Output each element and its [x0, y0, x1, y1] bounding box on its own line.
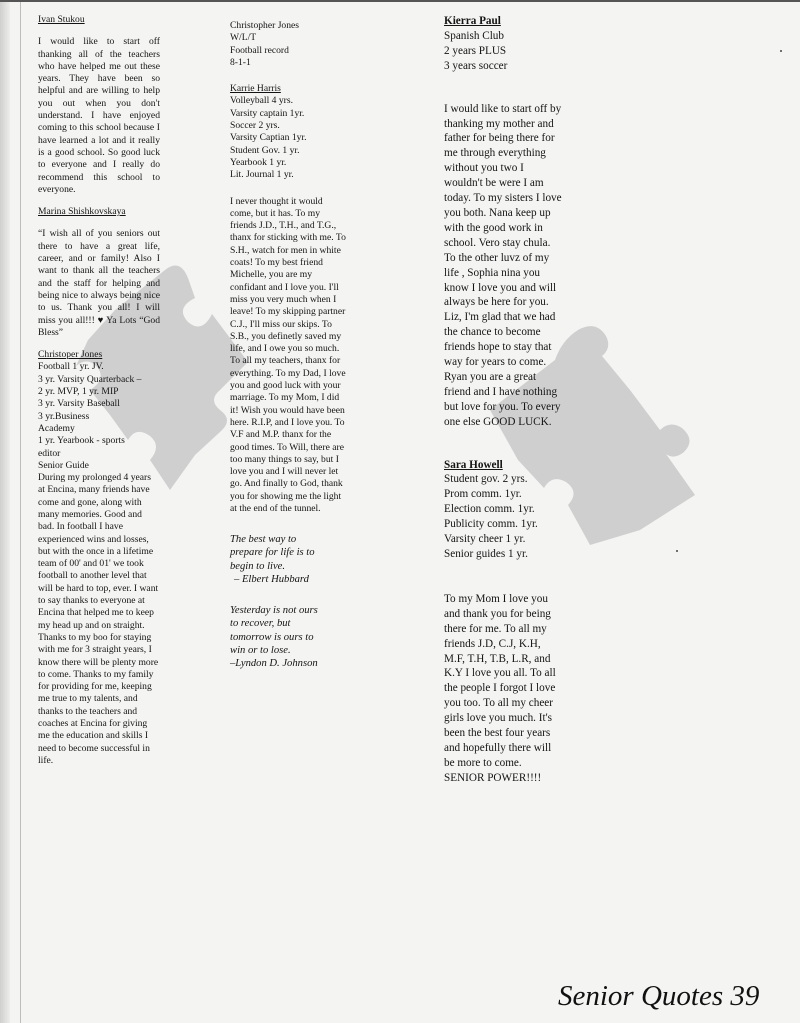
ivan-name: Ivan Stukou: [38, 14, 85, 25]
activity-line: Volleyball 4 yrs.: [230, 95, 293, 107]
activity-line: Yearbook 1 yr.: [230, 156, 287, 168]
activity-line: 2 yr. MVP, 1 yr. MIP: [38, 386, 119, 398]
quote-line: begin to live.: [230, 560, 286, 572]
marina-quote: “I wish all of you seniors out there to have a great life, career, and or family! Also I want to thank all the teachers and the staff for helping and being nice to always being nice to us. Thank you all! I will miss you all!!! ♥ Ya Lots “God Bless”: [38, 228, 160, 338]
quote-line: tomorrow is ours to: [230, 631, 314, 643]
activity-line: Senior Guide: [38, 459, 89, 471]
page-footer-title: Senior Quotes 39: [558, 980, 760, 1012]
quote-line: Yesterday is not ours: [230, 605, 318, 617]
activity-line: Academy: [38, 422, 75, 434]
activity-line: 3 years soccer: [444, 59, 508, 72]
activity-line: Student gov. 2 yrs.: [444, 473, 528, 486]
speck-mark: [780, 50, 782, 52]
marina-name: Marina Shishkovskaya: [38, 206, 126, 218]
sara-name: Sara Howell: [444, 458, 503, 471]
famous-quote-2: [230, 604, 348, 670]
header-line: Football record: [230, 44, 289, 56]
quote-author: – Elbert Hubbard: [234, 573, 309, 585]
christoper-quote: During my prolonged 4 years at Encina, many friends have come and gone, along with many memories. Good and bad. In football I have experienced wins and losses, but with the once in a lifetime team of 00' and 01' we took football to another level that will be hard to top, ever. I want to say thanks to everyone at Encina that helped me to keep my head up and on straight. Thanks to my boo for staying with me for 3 straight years, I know there will be plenty more to come. Thanks to my family for providing for me, keeping me true to my talents, and thanks to the teachers and coaches at Encina for giving me the education and skills I need to become successful in life.: [38, 472, 159, 766]
activity-line: Varsity captain 1yr.: [230, 107, 305, 119]
header-line: 8-1-1: [230, 56, 251, 68]
activity-line: Publicity comm. 1yr.: [444, 518, 538, 531]
quote-line: The best way to: [230, 534, 297, 546]
activity-line: Prom comm. 1yr.: [444, 488, 522, 501]
quote-author: –Lyndon D. Johnson: [230, 657, 318, 669]
header-line: Christopher Jones: [230, 20, 300, 31]
kierra-quote: I would like to start off by thanking my mother and father for being there for me through everything without you two I wouldn't be were I am today. To my sisters I love you both. Nana keep up with the good work in school. Vero stay chula. To the other luvz of my life , Sophia nina you know I love you and will always be here for you. Liz, I'm glad that we had the chance to become friends hope to stay that way for years to come. Ryan you are a great friend and I have nothing but love for you. To every one else GOOD LUCK.: [444, 102, 562, 428]
karrie-name: Karrie Harris: [230, 83, 281, 95]
quote-line: win or to lose.: [230, 644, 291, 656]
activity-line: Soccer 2 yrs.: [230, 120, 280, 132]
ivan-quote: I would like to start off thanking all of the teachers who have helped me out these years. They have been so helpful and are willing to help you out when you don't understand. I have enjoyed coming to this school because I have learned a lot and it really is a good school. So good luck to everyone and I really do recommend this school to everyone.: [38, 36, 160, 195]
sara-quote: To my Mom I love you and thank you for being there for me. To all my friends J.D, C.J, K.H, M.F, T.H, T.B, L.R, and K.Y I love you all. To all the people I forgot I love you too. To all my cheer girls love you much. It's been the best four years and hopefully there will be more to come. SENIOR POWER!!!!: [444, 592, 556, 784]
binding-shadow: [0, 0, 10, 1023]
left-column: [38, 14, 160, 767]
activity-line: Student Gov. 1 yr.: [230, 144, 300, 156]
karrie-quote: I never thought it would come, but it has. To my friends J.D., T.H., and T.G., thanx for sticking with me. To S.H., watch for men in white coats! To my best friend Michelle, you are my confidant and I love you. I'll miss you very much when I leave! To my skipping partner C.J., I'll miss our skips. To S.B., you definetly saved my life, and I owe you so much. To all my teachers, thanx for everything. To my Dad, I love you and good luck with your marriage. To my Mom, I did it! Wish you would have been here. R.I.P, and I love you. To V.F and M.P. thanx for the good times. To Will, there are too many things to say, but I love you and I will never let go. And finally to God, thank you for showing me the light at the end of the tunnel.: [230, 195, 346, 514]
margin-line: [20, 0, 21, 1023]
activity-line: editor: [38, 447, 61, 459]
activity-line: Football 1 yr. JV.: [38, 361, 104, 373]
header-line: W/L/T: [230, 32, 257, 44]
activity-line: Varsity Captian 1yr.: [230, 132, 307, 144]
activity-line: Varsity cheer 1 yr.: [444, 533, 526, 546]
quote-line: prepare for life is to: [230, 547, 315, 559]
activity-line: 3 yr. Varsity Baseball: [38, 398, 120, 410]
activity-line: Senior guides 1 yr.: [444, 548, 528, 560]
christoper-name: Christoper Jones: [38, 349, 103, 361]
quote-line: to recover, but: [230, 618, 291, 630]
famous-quote-1: [230, 533, 348, 586]
activity-line: Lit. Journal 1 yr.: [230, 169, 294, 181]
activity-line: 1 yr. Yearbook - sports: [38, 435, 125, 447]
activity-line: Spanish Club: [444, 29, 504, 42]
activity-line: 3 yr. Varsity Quarterback –: [38, 373, 142, 385]
right-column: [444, 14, 562, 786]
activity-line: 2 years PLUS: [444, 44, 507, 57]
activity-line: 3 yr.Business: [38, 410, 90, 422]
top-border: [0, 0, 800, 2]
activity-line: Election comm. 1yr.: [444, 503, 535, 516]
kierra-name: Kierra Paul: [444, 15, 501, 27]
middle-column: [230, 20, 348, 670]
speck-mark: [676, 550, 678, 552]
